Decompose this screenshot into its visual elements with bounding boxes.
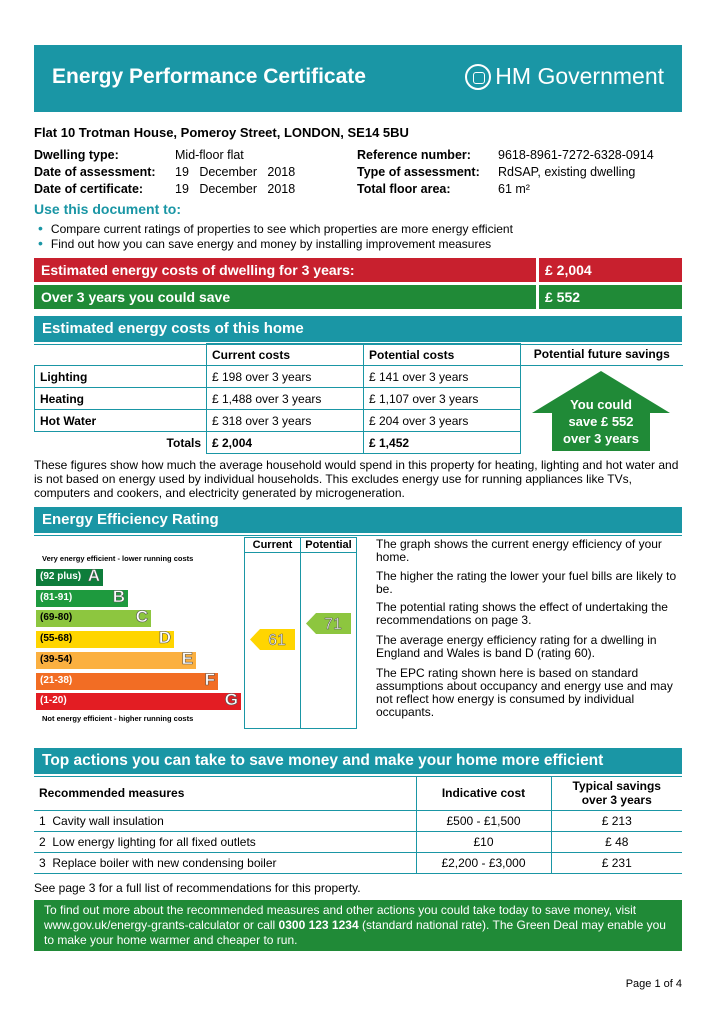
use-bullet-compare: • Compare current ratings of properties to see which properties are more energy efficient <box>38 220 513 236</box>
page-title: Energy Performance Certificate <box>52 65 366 88</box>
table-row: 2 Low energy lighting for all fixed outlets £10 £ 48 <box>34 832 682 853</box>
current-header: Current <box>252 539 293 551</box>
band-range: (21-38) <box>40 674 73 686</box>
certificate-date-row: Date of certificate: 19 December 2018 <box>34 182 296 196</box>
table-row: Heating £ 1,488 over 3 years £ 1,107 over 3 years <box>35 388 683 410</box>
floor-area-row: Total floor area: 61 m² <box>357 182 530 196</box>
energy-efficiency-heading: Energy Efficiency Rating <box>34 507 682 533</box>
energy-costs-table: Current costs Potential costs Potential future savings Lighting £ 198 over 3 years £ 141 over 3 years Heating £ 1,488 over 3 years £ 1,107 over 3 years Hot Water £ 318 over 3 years £ 204 over 3 years Totals £ 2,004 £ 1,452 <box>34 343 683 454</box>
potential-header: Potential <box>305 539 352 551</box>
assessment-type-row: Type of assessment: RdSAP, existing dwelling <box>357 165 636 179</box>
rating-band-d <box>36 628 174 648</box>
totals-row: Totals £ 2,004 £ 1,452 <box>35 432 683 454</box>
royal-crest-icon <box>465 64 491 90</box>
svg-text:save £ 552: save £ 552 <box>568 414 634 429</box>
table-row: 1 Cavity wall insulation £500 - £1,500 £ 213 <box>34 811 682 832</box>
footer-info-box: To find out more about the recommended measures and other actions you could take today to save money, visit www.gov.uk/energy-grants-calculator or call 0300 123 1234 (standard national rate). The Green Deal may enable you to make your home warmer and cheaper to run. <box>34 900 682 951</box>
eer-text-1: The graph shows the current energy efficiency of your home. <box>376 537 662 564</box>
band-letter: D <box>158 628 171 648</box>
band-letter: G <box>224 690 238 710</box>
eer-text-3: The potential rating shows the effect of undertaking the recommendations on page 3. <box>376 600 668 627</box>
svg-text:You could: You could <box>570 397 632 412</box>
band-letter: E <box>181 648 193 668</box>
bottom-rating-label: Not energy efficient - higher running costs <box>42 714 194 723</box>
phone-number: 0300 123 1234 <box>278 918 359 932</box>
band-letter: A <box>87 566 100 585</box>
band-letter: B <box>112 586 125 606</box>
rating-band-b <box>36 586 128 607</box>
header-banner <box>34 45 682 112</box>
reference-number-row: Reference number: 9618-8961-7272-6328-0914 <box>357 148 654 162</box>
current-rating-arrow <box>250 629 295 650</box>
top-rating-label: Very energy efficient - lower running costs <box>42 554 194 563</box>
table-row: 3 Replace boiler with new condensing boiler £2,200 - £3,000 £ 231 <box>34 853 682 874</box>
use-bullet-find: • Find out how you can save energy and money by installing improvement measures <box>38 235 491 251</box>
rating-band-g <box>36 690 241 710</box>
rating-band-c <box>36 607 151 627</box>
rating-band-f <box>36 669 218 690</box>
svg-text:71: 71 <box>324 616 342 633</box>
recommended-measures-table: Recommended measures Indicative cost Typical savings over 3 years 1 Cavity wall insulation £500 - £1,500 £ 213 2 Low energy lighting for all fixed outlets £10 £ 48 3 Replace boiler with new condensing boiler £2,200 - £3,000 £ 231 <box>34 776 682 874</box>
property-address: Flat 10 Trotman House, Pomeroy Street, LONDON, SE14 5BU <box>34 125 409 140</box>
savings-arrow-icon <box>532 371 670 451</box>
use-document-heading: Use this document to: <box>34 201 182 217</box>
dwelling-type-row: Dwelling type: Mid-floor flat <box>34 148 244 162</box>
table-row: Hot Water £ 318 over 3 years £ 204 over 3 years <box>35 410 683 432</box>
band-letter: C <box>135 607 148 627</box>
table-row: Lighting £ 198 over 3 years £ 141 over 3 years <box>35 366 683 388</box>
top-actions-heading: Top actions you can take to save money and make your home more efficient <box>34 748 682 774</box>
band-letter: F <box>204 669 215 689</box>
page-number: Page 1 of 4 <box>625 978 682 990</box>
hm-government-text: HM Government <box>495 63 664 89</box>
see-page-note: See page 3 for a full list of recommendations for this property. <box>34 881 361 895</box>
assessment-date-row: Date of assessment: 19 December 2018 <box>34 165 296 179</box>
eer-text-4: The average energy efficiency rating for a dwelling in England and Wales is band D (rating 60). <box>376 633 657 660</box>
svg-text:over 3 years: over 3 years <box>563 431 639 446</box>
rating-band-e <box>36 648 196 669</box>
rating-band-a <box>36 566 103 586</box>
estimated-costs-heading: Estimated energy costs of this home <box>34 316 682 342</box>
eer-text-2: The higher the rating the lower your fuel bills are likely to be. <box>376 569 677 596</box>
potential-rating-arrow <box>306 613 351 634</box>
energy-rating-chart <box>34 537 364 729</box>
hm-government-logo <box>465 63 664 90</box>
svg-text:61: 61 <box>268 632 286 649</box>
band-range: (81-91) <box>40 591 73 603</box>
figures-explanation: These figures show how much the average household would spend in this property for heating, lighting and hot water and is not based on energy used by individual households. This excludes energy use for running appliances like TVs, computers and cookers, and electricity generated by microgeneration. <box>34 458 679 500</box>
band-range: (39-54) <box>40 653 73 665</box>
band-range: (55-68) <box>40 633 73 645</box>
band-range: (1-20) <box>40 695 67 707</box>
band-range: (92 plus) <box>40 571 82 582</box>
eer-text-5: The EPC rating shown here is based on standard assumptions about occupancy and energy use and may not reflect how energy is consumed by individual occupants. <box>376 666 673 719</box>
band-range: (69-80) <box>40 612 73 624</box>
